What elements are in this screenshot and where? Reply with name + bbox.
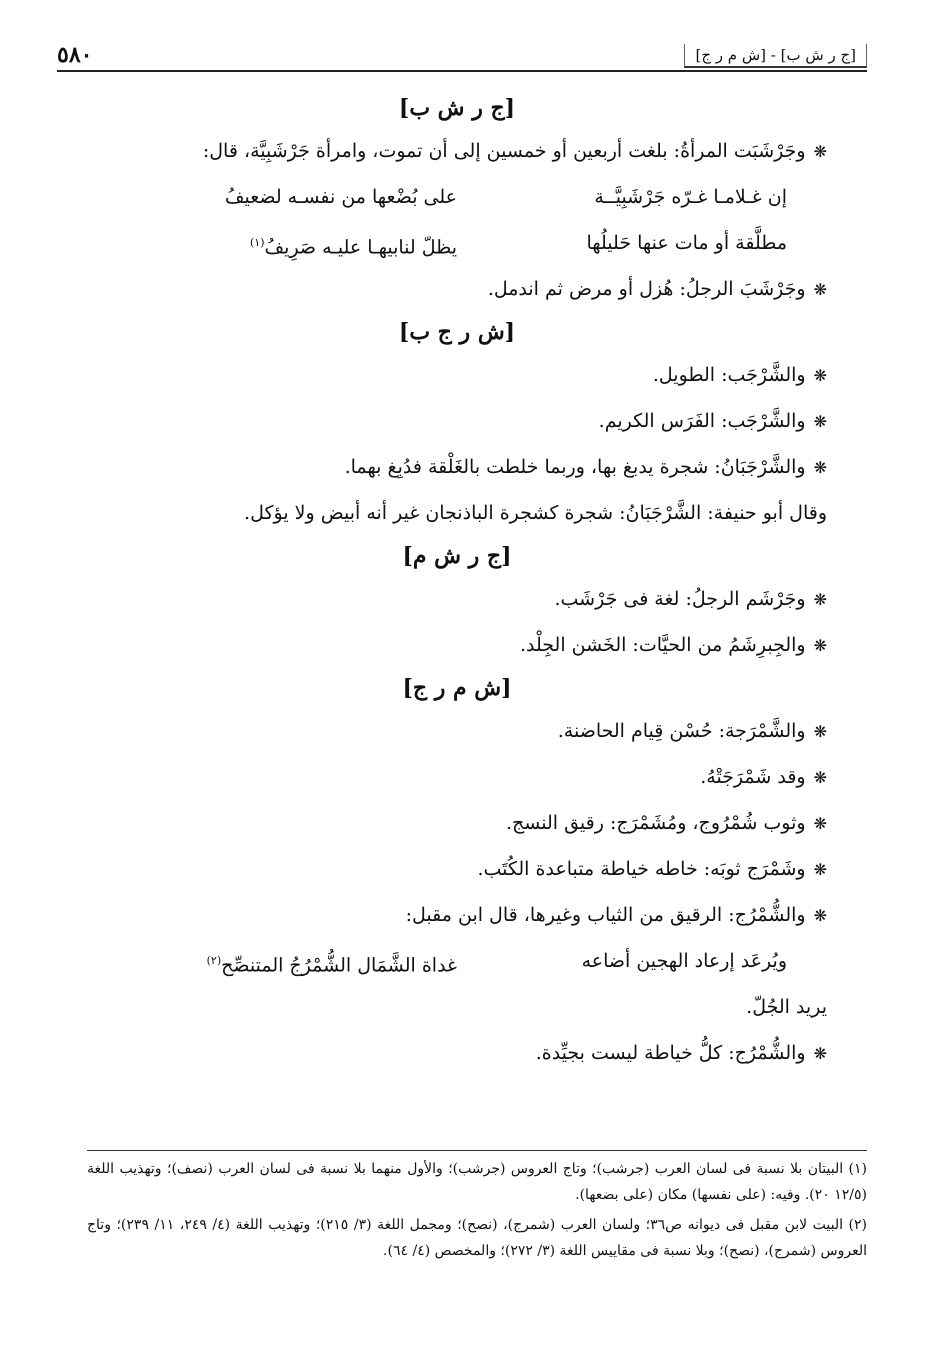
verse-second-text: يظلّ لنابيهـا عليـه صَرِيفُ xyxy=(264,236,457,259)
dictionary-entry xyxy=(87,892,827,938)
asterism-bullet-icon: ❋ xyxy=(813,636,827,655)
entry-text: وقال أبو حنيفة: الشَّرْجَبَانُ: شجرة كشجرة الباذنجان غير أنه أبيض ولا يؤكل. xyxy=(244,502,827,524)
dictionary-entry xyxy=(87,708,827,754)
poetry-verse xyxy=(87,220,827,266)
asterism-bullet-icon: ❋ xyxy=(813,768,827,787)
entry-text-line xyxy=(87,490,827,536)
dictionary-entry xyxy=(87,1030,827,1076)
footnote-marker: (١) xyxy=(249,236,265,249)
poetry-verse xyxy=(87,938,827,984)
asterism-bullet-icon: ❋ xyxy=(813,366,827,385)
page-header xyxy=(57,28,867,68)
asterism-bullet-icon: ❋ xyxy=(813,142,827,161)
footnote: (١) البيتان بلا نسبة فى لسان العرب (جرشب)؛ وتاج العروس (جرشب)؛ والأول منهما بلا نسبة فى لسان العرب (نصف)؛ وتهذيب اللغة (١٢/٥ ٢٠). وفيه: (على نفسها) مكان (على بضعها). xyxy=(87,1161,867,1203)
asterism-bullet-icon: ❋ xyxy=(813,280,827,299)
asterism-bullet-icon: ❋ xyxy=(813,722,827,741)
dictionary-entry xyxy=(87,128,827,174)
verse-first-hemistich: ويُرعَد إرعاد الهجين أضاعه xyxy=(581,950,787,972)
verse-second-hemistich xyxy=(250,220,457,266)
entry-text: وجَرْشَبَت المرأةُ: بلغت أربعين أو خمسين إلى أن تموت، وامرأة جَرْشَبِيَّة، قال: xyxy=(202,140,806,162)
root-heading: [ج ر ش م] xyxy=(402,543,512,569)
asterism-bullet-icon: ❋ xyxy=(813,906,827,925)
header-divider xyxy=(57,70,867,72)
dictionary-entry xyxy=(87,622,827,668)
entry-text: والشُّمْرُج: الرقيق من الثياب وغيرها، قال ابن مقبل: xyxy=(405,904,806,926)
asterism-bullet-icon: ❋ xyxy=(813,590,827,609)
main-text xyxy=(87,88,827,1076)
entry-text: وشَمْرَج ثوبَه: خاطه خياطة متباعدة الكُتَب. xyxy=(477,858,806,880)
header-root-range: [ج ر ش ب] - [ش م ر ج] xyxy=(684,44,867,68)
entry-text: والشُّمْرُج: كلُّ خياطة ليست بجيِّدة. xyxy=(535,1042,806,1064)
asterism-bullet-icon: ❋ xyxy=(813,814,827,833)
entry-text: والشَّرْجَب: الطويل. xyxy=(652,364,806,386)
footnote: (٢) البيت لابن مقبل فى ديوانه ص٣٦؛ ولسان العرب (شمرج)، (نصح)؛ ومجمل اللغة (٣/ ٢١٥)؛ وتهذيب اللغة (٤/ ٢٤٩، ١١/ ٢٣٩)؛ وتاج العروس (شمرج)، (نصح)؛ وبلا نسبة فى مقاييس اللغة (٣/ ٢٧٢)؛ والمخصص (٤/ ٦٤). xyxy=(87,1217,868,1259)
dictionary-entry xyxy=(87,800,827,846)
asterism-bullet-icon: ❋ xyxy=(813,458,827,477)
verse-first-hemistich: إن غـلامـا غـرّه جَرْشَبِيَّــة xyxy=(594,186,787,208)
dictionary-entry xyxy=(87,846,827,892)
asterism-bullet-icon: ❋ xyxy=(813,860,827,879)
footnotes xyxy=(87,1156,867,1268)
entry-text: يريد الجُلّ. xyxy=(746,996,827,1018)
entry-text: وثوب شُمْرُوج، ومُشَمْرَج: رقيق النسج. xyxy=(505,812,806,834)
root-heading: [ج ر ش ب] xyxy=(398,95,516,121)
dictionary-entry xyxy=(87,266,827,312)
dictionary-entry xyxy=(87,352,827,398)
entry-text: والشَّرْجَبَانُ: شجرة يدبغ بها، وربما خلطت بالغَلْقة فدُبِغ بهما. xyxy=(344,456,806,478)
verse-second-hemistich xyxy=(207,938,457,984)
verse-first-hemistich: مطلَّقة أو مات عنها حَليلُها xyxy=(586,232,787,254)
entry-text: والجِبرِشَمُ من الحيَّات: الخَشن الجِلْد. xyxy=(519,634,806,656)
root-heading: [ش م ر ج] xyxy=(402,675,512,701)
entry-text: والشَّمْرَجة: حُسْن قِيام الحاضنة. xyxy=(557,720,806,742)
verse-second-text: على بُضْعها من نفسـه لضعيفُ xyxy=(224,186,457,208)
verse-second-text: غداة الشَّمَال الشُّمْرُجُ المتنصِّح xyxy=(221,954,457,977)
asterism-bullet-icon: ❋ xyxy=(813,1044,827,1063)
dictionary-entry xyxy=(87,576,827,622)
dictionary-entry xyxy=(87,398,827,444)
entry-text: والشَّرْجَب: الفَرَس الكريم. xyxy=(598,410,806,432)
footnote-divider xyxy=(87,1150,867,1151)
verse-second-hemistich xyxy=(225,174,457,220)
footnote-marker: (٢) xyxy=(206,954,222,967)
asterism-bullet-icon: ❋ xyxy=(813,412,827,431)
entry-text: وجَرْشَم الرجلُ: لغة فى جَرْشَب. xyxy=(554,588,806,610)
entry-text-line xyxy=(87,984,827,1030)
page-number: ٥٨٠ xyxy=(57,42,93,68)
dictionary-entry xyxy=(87,444,827,490)
entry-text: وقد شَمْرَجَتْهُ. xyxy=(700,766,806,788)
entry-text: وجَرْشَبَ الرجلُ: هُزل أو مرض ثم اندمل. xyxy=(487,278,806,300)
poetry-verse xyxy=(87,174,827,220)
dictionary-entry xyxy=(87,754,827,800)
root-heading: [ش ر ج ب] xyxy=(398,319,516,345)
